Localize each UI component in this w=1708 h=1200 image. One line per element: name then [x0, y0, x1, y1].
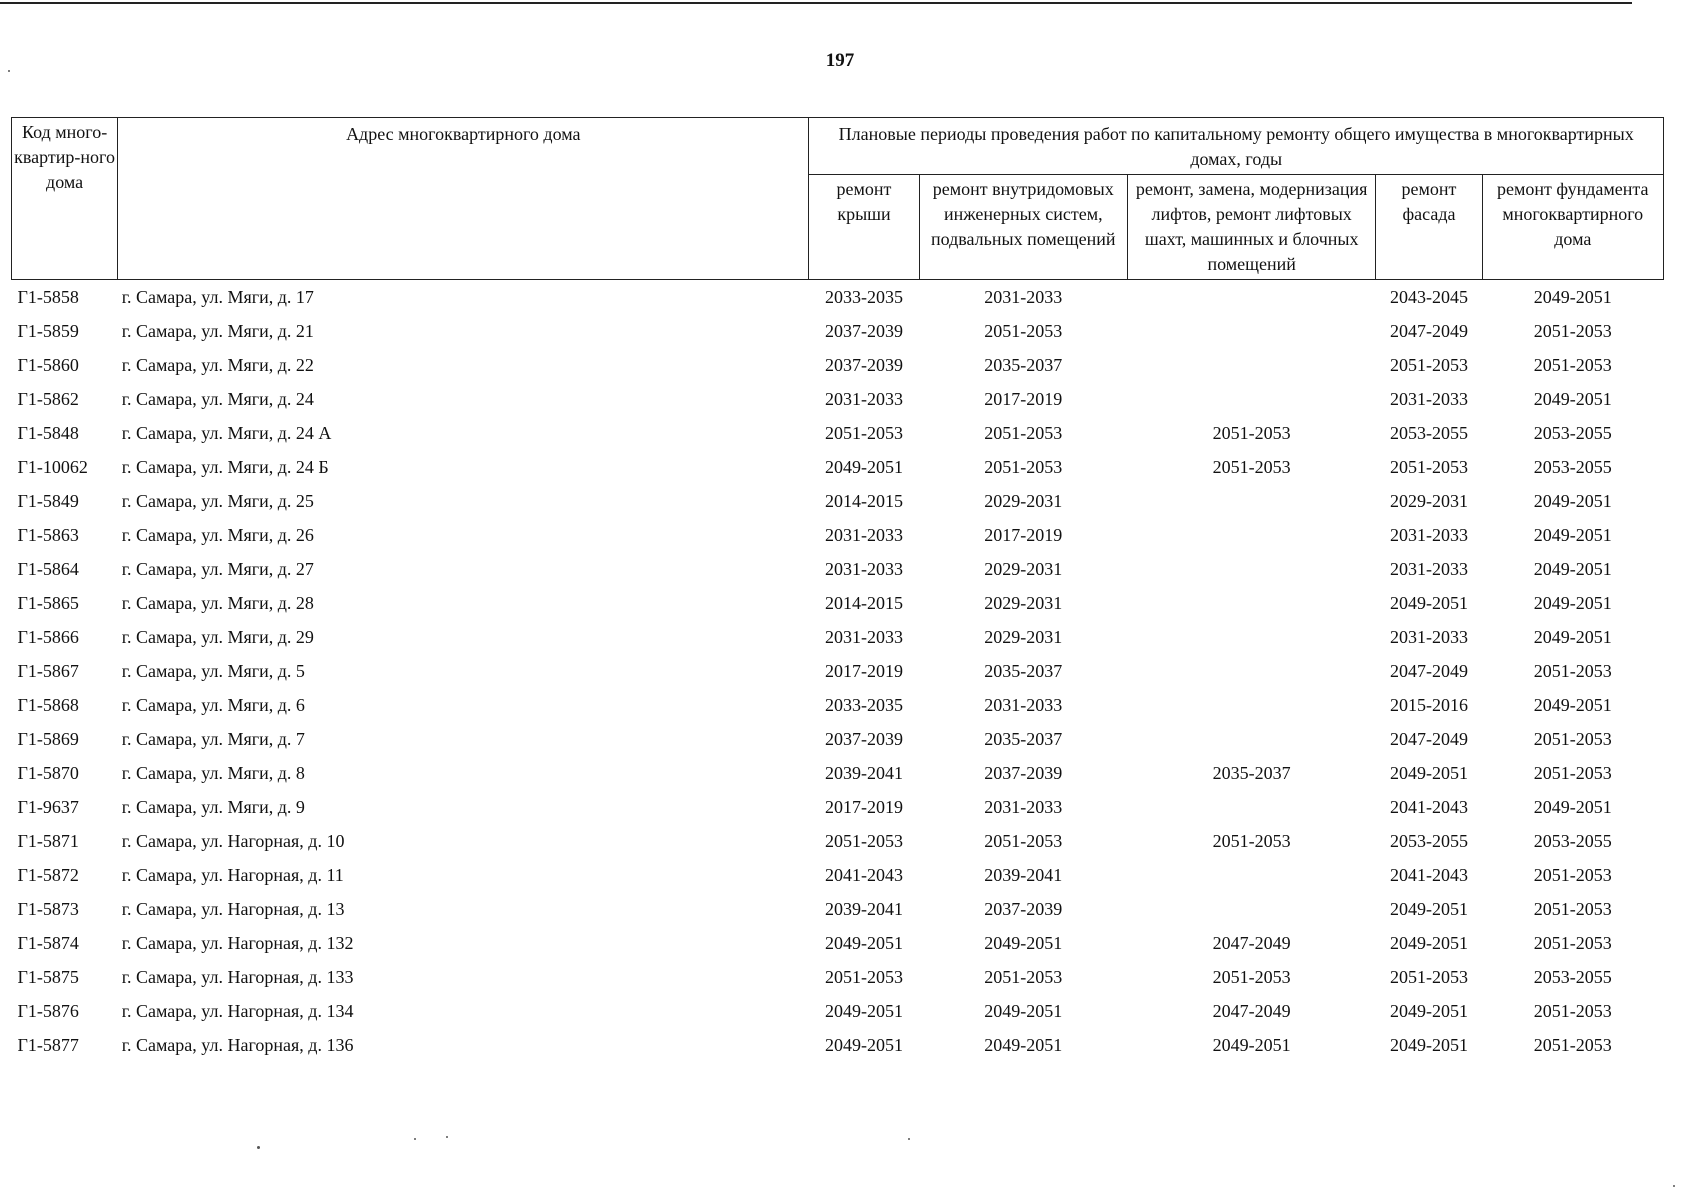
cell-engineering: 2037-2039: [984, 763, 1063, 783]
header-foundation: ремонт фундамента многоквартирного дома: [1482, 175, 1663, 280]
cell-address: г. Самара, ул. Мяги, д. 24 А: [121, 423, 332, 443]
cell-roof: 2031-2033: [825, 389, 903, 409]
cell-roof: 2031-2033: [825, 525, 903, 545]
table-row: [12, 620, 1664, 654]
cell-facade: 2049-2051: [1389, 899, 1468, 919]
cell-facade: 2049-2051: [1389, 763, 1468, 783]
header-row-top: [12, 118, 1664, 175]
cell-foundation: 2053-2055: [1533, 831, 1612, 851]
cell-facade: 2031-2033: [1389, 389, 1468, 409]
cell-address: г. Самара, ул. Мяги, д. 22: [121, 355, 314, 375]
cell-foundation: 2049-2051: [1533, 491, 1612, 511]
cell-elevator: [1127, 314, 1375, 348]
table-row: [12, 756, 1664, 790]
cell-code: Г1-10062: [17, 457, 88, 477]
cell-roof: 2014-2015: [825, 593, 903, 613]
cell-address: г. Самара, ул. Нагорная, д. 134: [121, 1001, 354, 1021]
cell-address: г. Самара, ул. Мяги, д. 9: [121, 797, 305, 817]
cell-engineering: 2035-2037: [984, 729, 1063, 749]
cell-address: г. Самара, ул. Мяги, д. 28: [121, 593, 314, 613]
cell-facade: 2047-2049: [1389, 729, 1468, 749]
cell-roof: 2031-2033: [825, 559, 903, 579]
cell-engineering: 2039-2041: [984, 865, 1063, 885]
cell-engineering: 2051-2053: [984, 967, 1063, 987]
cell-code: Г1-5862: [17, 389, 79, 409]
cell-address: г. Самара, ул. Мяги, д. 6: [121, 695, 305, 715]
cell-address: г. Самара, ул. Мяги, д. 21: [121, 321, 314, 341]
header-engineering: ремонт внутридомовых инженерных систем, подвальных помещений: [919, 175, 1127, 280]
cell-roof: 2037-2039: [825, 355, 903, 375]
cell-facade: 2031-2033: [1389, 559, 1468, 579]
cell-facade: 2041-2043: [1389, 865, 1468, 885]
cell-code: Г1-5869: [17, 729, 79, 749]
cell-code: Г1-5864: [17, 559, 79, 579]
cell-facade: 2047-2049: [1389, 321, 1468, 341]
cell-address: г. Самара, ул. Мяги, д. 29: [121, 627, 314, 647]
header-code: Код много-квартир-ного дома: [12, 118, 118, 280]
scan-speck: [446, 1136, 448, 1138]
table-row: [12, 960, 1664, 994]
cell-engineering: 2051-2053: [984, 423, 1063, 443]
cell-elevator: [1127, 280, 1375, 315]
cell-foundation: 2051-2053: [1533, 321, 1612, 341]
cell-facade: 2051-2053: [1389, 457, 1468, 477]
cell-address: г. Самара, ул. Нагорная, д. 133: [121, 967, 354, 987]
cell-address: г. Самара, ул. Нагорная, д. 136: [121, 1035, 354, 1055]
cell-foundation: 2049-2051: [1533, 287, 1612, 307]
cell-engineering: 2031-2033: [984, 287, 1063, 307]
cell-elevator: [1127, 484, 1375, 518]
table-body: [12, 280, 1664, 1063]
cell-code: Г1-5876: [17, 1001, 79, 1021]
cell-roof: 2017-2019: [825, 661, 903, 681]
cell-facade: 2049-2051: [1389, 1035, 1468, 1055]
cell-facade: 2031-2033: [1389, 525, 1468, 545]
cell-address: г. Самара, ул. Мяги, д. 24 Б: [121, 457, 329, 477]
cell-roof: 2031-2033: [825, 627, 903, 647]
cell-engineering: 2031-2033: [984, 797, 1063, 817]
cell-code: Г1-5849: [17, 491, 79, 511]
header-address: Адрес многоквартирного дома: [118, 118, 809, 280]
cell-elevator: [1127, 518, 1375, 552]
cell-engineering: 2035-2037: [984, 661, 1063, 681]
table-row: [12, 926, 1664, 960]
header-planned-periods: Плановые периоды проведения работ по капитальному ремонту общего имущества в многоквартирных домах, годы: [809, 118, 1664, 175]
cell-code: Г1-5874: [17, 933, 79, 953]
cell-foundation: 2051-2053: [1533, 1001, 1612, 1021]
cell-foundation: 2053-2055: [1533, 967, 1612, 987]
cell-code: Г1-5871: [17, 831, 79, 851]
cell-address: г. Самара, ул. Нагорная, д. 13: [121, 899, 345, 919]
cell-roof: 2051-2053: [825, 831, 903, 851]
scan-speck: [1673, 1185, 1675, 1187]
cell-elevator: [1127, 688, 1375, 722]
cell-foundation: 2053-2055: [1533, 423, 1612, 443]
table-row: [12, 552, 1664, 586]
table-row: [12, 280, 1664, 315]
cell-address: г. Самара, ул. Мяги, д. 27: [121, 559, 314, 579]
cell-roof: 2039-2041: [825, 899, 903, 919]
table-row: [12, 314, 1664, 348]
cell-foundation: 2051-2053: [1533, 355, 1612, 375]
cell-roof: 2017-2019: [825, 797, 903, 817]
cell-foundation: 2049-2051: [1533, 695, 1612, 715]
cell-facade: 2047-2049: [1389, 661, 1468, 681]
cell-code: Г1-5868: [17, 695, 79, 715]
page-number: 197: [825, 50, 855, 71]
cell-address: г. Самара, ул. Мяги, д. 5: [121, 661, 305, 681]
cell-address: г. Самара, ул. Мяги, д. 24: [121, 389, 314, 409]
cell-code: Г1-5865: [17, 593, 79, 613]
cell-engineering: 2031-2033: [984, 695, 1063, 715]
cell-code: Г1-5866: [17, 627, 79, 647]
cell-roof: 2049-2051: [825, 1035, 903, 1055]
scan-speck: [414, 1138, 416, 1140]
cell-address: г. Самара, ул. Мяги, д. 26: [121, 525, 314, 545]
cell-code: Г1-5872: [17, 865, 79, 885]
cell-facade: 2053-2055: [1389, 423, 1468, 443]
cell-address: г. Самара, ул. Нагорная, д. 10: [121, 831, 345, 851]
cell-foundation: 2049-2051: [1533, 627, 1612, 647]
header-roof: ремонт крыши: [809, 175, 919, 280]
cell-foundation: 2049-2051: [1533, 525, 1612, 545]
cell-facade: 2049-2051: [1389, 933, 1468, 953]
cell-address: г. Самара, ул. Мяги, д. 25: [121, 491, 314, 511]
scan-speck: [908, 1138, 910, 1140]
capital-repair-table: [11, 117, 1664, 1062]
cell-facade: 2051-2053: [1389, 967, 1468, 987]
cell-elevator: 2047-2049: [1212, 1001, 1291, 1021]
cell-code: Г1-5860: [17, 355, 79, 375]
cell-roof: 2037-2039: [825, 729, 903, 749]
cell-elevator: [1127, 348, 1375, 382]
table-row: [12, 824, 1664, 858]
table-row: [12, 484, 1664, 518]
cell-foundation: 2049-2051: [1533, 559, 1612, 579]
cell-engineering: 2029-2031: [984, 491, 1063, 511]
table-row: [12, 1028, 1664, 1062]
cell-elevator: 2049-2051: [1212, 1035, 1291, 1055]
table-row: [12, 416, 1664, 450]
cell-foundation: 2051-2053: [1533, 729, 1612, 749]
cell-engineering: 2035-2037: [984, 355, 1063, 375]
cell-roof: 2037-2039: [825, 321, 903, 341]
table-row: [12, 586, 1664, 620]
cell-foundation: 2051-2053: [1533, 865, 1612, 885]
cell-code: Г1-5863: [17, 525, 79, 545]
table-row: [12, 382, 1664, 416]
cell-engineering: 2029-2031: [984, 627, 1063, 647]
cell-roof: 2039-2041: [825, 763, 903, 783]
cell-facade: 2049-2051: [1389, 1001, 1468, 1021]
cell-facade: 2015-2016: [1389, 695, 1468, 715]
cell-elevator: [1127, 858, 1375, 892]
cell-facade: 2029-2031: [1389, 491, 1468, 511]
cell-address: г. Самара, ул. Нагорная, д. 11: [121, 865, 344, 885]
cell-facade: 2053-2055: [1389, 831, 1468, 851]
cell-elevator: 2051-2053: [1212, 967, 1291, 987]
table-row: [12, 348, 1664, 382]
cell-foundation: 2051-2053: [1533, 1035, 1612, 1055]
cell-engineering: 2051-2053: [984, 321, 1063, 341]
cell-address: г. Самара, ул. Мяги, д. 8: [121, 763, 305, 783]
cell-engineering: 2017-2019: [984, 389, 1063, 409]
cell-engineering: 2051-2053: [984, 831, 1063, 851]
cell-engineering: 2049-2051: [984, 933, 1063, 953]
table-row: [12, 654, 1664, 688]
cell-code: Г1-5870: [17, 763, 79, 783]
cell-facade: 2043-2045: [1389, 287, 1468, 307]
cell-elevator: 2035-2037: [1212, 763, 1291, 783]
cell-elevator: 2047-2049: [1212, 933, 1291, 953]
table-row: [12, 688, 1664, 722]
cell-foundation: 2051-2053: [1533, 763, 1612, 783]
cell-engineering: 2029-2031: [984, 593, 1063, 613]
cell-elevator: [1127, 654, 1375, 688]
table-row: [12, 994, 1664, 1028]
cell-roof: 2033-2035: [825, 695, 903, 715]
cell-foundation: 2049-2051: [1533, 797, 1612, 817]
cell-engineering: 2049-2051: [984, 1035, 1063, 1055]
cell-address: г. Самара, ул. Мяги, д. 7: [121, 729, 305, 749]
cell-engineering: 2037-2039: [984, 899, 1063, 919]
cell-address: г. Самара, ул. Нагорная, д. 132: [121, 933, 354, 953]
cell-elevator: [1127, 586, 1375, 620]
cell-elevator: [1127, 620, 1375, 654]
cell-elevator: 2051-2053: [1212, 423, 1291, 443]
cell-elevator: [1127, 790, 1375, 824]
cell-roof: 2014-2015: [825, 491, 903, 511]
table-row: [12, 450, 1664, 484]
cell-engineering: 2051-2053: [984, 457, 1063, 477]
scan-speck: [8, 70, 10, 72]
cell-elevator: [1127, 892, 1375, 926]
cell-engineering: 2029-2031: [984, 559, 1063, 579]
cell-facade: 2051-2053: [1389, 355, 1468, 375]
cell-roof: 2049-2051: [825, 933, 903, 953]
table-row: [12, 790, 1664, 824]
cell-facade: 2031-2033: [1389, 627, 1468, 647]
cell-engineering: 2017-2019: [984, 525, 1063, 545]
cell-facade: 2041-2043: [1389, 797, 1468, 817]
cell-code: Г1-5875: [17, 967, 79, 987]
table-row: [12, 892, 1664, 926]
cell-engineering: 2049-2051: [984, 1001, 1063, 1021]
cell-roof: 2051-2053: [825, 967, 903, 987]
table-row: [12, 722, 1664, 756]
cell-code: Г1-5848: [17, 423, 79, 443]
cell-elevator: [1127, 552, 1375, 586]
cell-code: Г1-5877: [17, 1035, 79, 1055]
cell-elevator: [1127, 382, 1375, 416]
cell-code: Г1-5858: [17, 287, 79, 307]
cell-foundation: 2049-2051: [1533, 389, 1612, 409]
cell-address: г. Самара, ул. Мяги, д. 17: [121, 287, 314, 307]
cell-roof: 2049-2051: [825, 457, 903, 477]
table-row: [12, 518, 1664, 552]
cell-elevator: [1127, 722, 1375, 756]
cell-roof: 2051-2053: [825, 423, 903, 443]
cell-facade: 2049-2051: [1389, 593, 1468, 613]
cell-roof: 2049-2051: [825, 1001, 903, 1021]
scan-speck: [257, 1146, 260, 1149]
cell-foundation: 2051-2053: [1533, 933, 1612, 953]
cell-code: Г1-5873: [17, 899, 79, 919]
cell-elevator: 2051-2053: [1212, 831, 1291, 851]
cell-foundation: 2053-2055: [1533, 457, 1612, 477]
cell-foundation: 2051-2053: [1533, 661, 1612, 681]
cell-roof: 2033-2035: [825, 287, 903, 307]
table-row: [12, 858, 1664, 892]
cell-elevator: 2051-2053: [1212, 457, 1291, 477]
cell-code: Г1-9637: [17, 797, 79, 817]
cell-code: Г1-5867: [17, 661, 79, 681]
cell-code: Г1-5859: [17, 321, 79, 341]
cell-foundation: 2051-2053: [1533, 899, 1612, 919]
header-facade: ремонт фасада: [1376, 175, 1482, 280]
cell-roof: 2041-2043: [825, 865, 903, 885]
header-elevator: ремонт, замена, модернизация лифтов, ремонт лифтовых шахт, машинных и блочных помещений: [1127, 175, 1375, 280]
cell-foundation: 2049-2051: [1533, 593, 1612, 613]
top-rule: [0, 2, 1632, 4]
